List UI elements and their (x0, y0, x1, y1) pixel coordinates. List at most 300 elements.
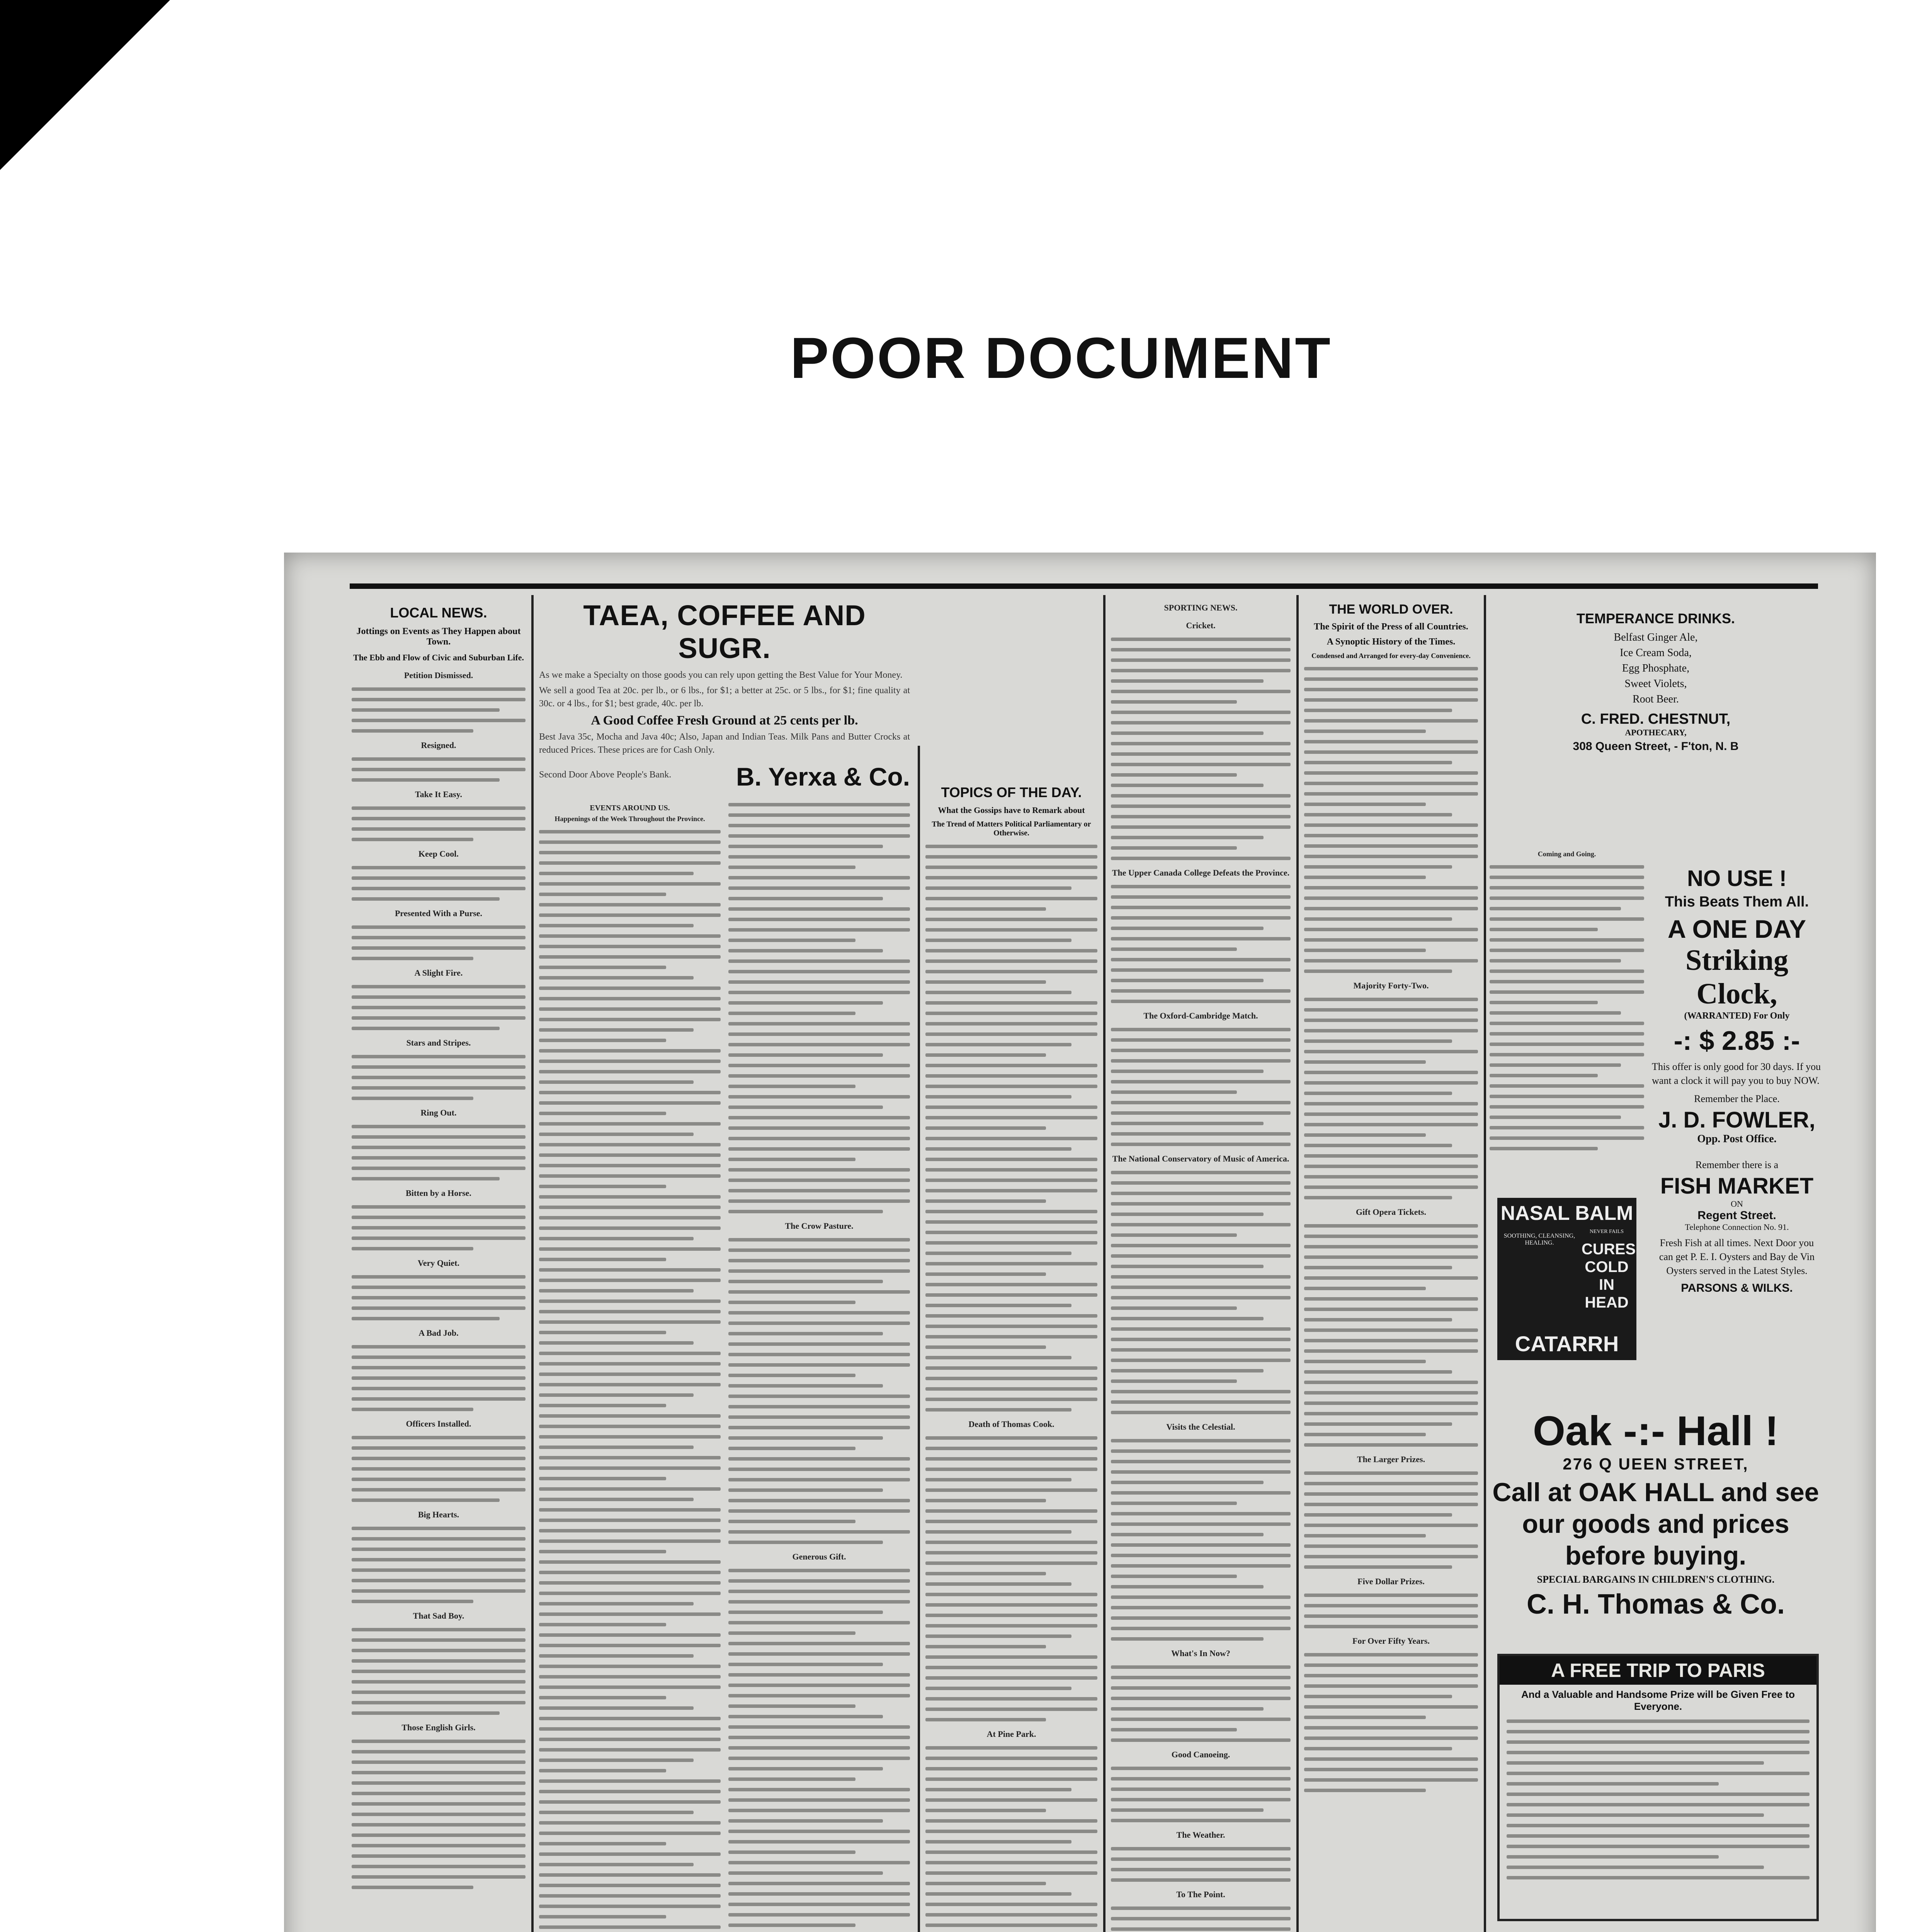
local-news-heading: Petition Dismissed. (404, 670, 473, 680)
text-line (925, 1366, 1097, 1370)
text-line (1304, 1381, 1478, 1384)
text-line (925, 1509, 1097, 1513)
text-line (728, 1116, 910, 1119)
text-line (728, 1374, 855, 1377)
text-line (925, 1850, 1097, 1854)
text-line (1304, 998, 1478, 1001)
top-rule (350, 583, 1818, 589)
text-line (539, 1007, 721, 1011)
text-line (1507, 1866, 1764, 1869)
text-line (925, 1032, 1097, 1036)
text-line (728, 1012, 855, 1015)
text-line (1304, 1019, 1478, 1022)
nasal-balm-side: NEVER FAILS (1589, 1229, 1624, 1235)
text-line (1111, 1718, 1291, 1721)
text-line (539, 1164, 721, 1167)
text-line (539, 1706, 694, 1710)
text-line (925, 1746, 1097, 1750)
text-line (925, 1541, 1097, 1544)
text-line (728, 1022, 910, 1026)
world-heading: The Larger Prizes. (1357, 1454, 1425, 1464)
text-line (925, 1655, 1097, 1659)
text-line (539, 1498, 694, 1501)
text-line (1111, 1777, 1291, 1781)
text-line (1304, 1653, 1478, 1656)
text-line (925, 1356, 1071, 1359)
text-line (1111, 679, 1264, 683)
text-line (1111, 1296, 1291, 1299)
text-line (1111, 1000, 1291, 1003)
text-line (1111, 1028, 1291, 1031)
text-line (925, 980, 1046, 984)
column-rule (1103, 595, 1105, 1932)
text-line (728, 1353, 910, 1356)
text-line (1111, 1575, 1237, 1578)
text-line (539, 1571, 721, 1574)
text-line (539, 1769, 666, 1772)
text-line (728, 1189, 910, 1192)
text-line (925, 1436, 1097, 1440)
text-line (728, 1509, 910, 1513)
text-line (925, 1325, 1097, 1328)
text-line (925, 1830, 1097, 1833)
text-line (728, 1053, 883, 1057)
text-line (728, 1179, 910, 1182)
text-line (728, 845, 883, 848)
text-line (1490, 959, 1621, 963)
text-line (728, 1767, 883, 1770)
temperance-address: 308 Queen Street, - F'ton, N. B (1573, 740, 1739, 753)
text-line (1304, 1401, 1478, 1405)
text-line (925, 897, 1097, 900)
text-line (1111, 968, 1291, 972)
text-line (1111, 1049, 1291, 1052)
text-line (1111, 763, 1291, 766)
sporting-heading: The National Conservatory of Music of America. (1112, 1154, 1289, 1163)
text-line (925, 1022, 1097, 1026)
text-line (728, 1095, 910, 1099)
text-line (925, 1892, 1071, 1896)
text-line (1304, 1513, 1452, 1517)
text-line (1111, 1481, 1264, 1484)
text-line (728, 1913, 910, 1917)
text-line (1111, 1878, 1291, 1882)
tea-ad-title: TAEA, COFFEE AND SUGR. (583, 599, 866, 664)
text-line (925, 876, 1097, 879)
text-line (1304, 1185, 1478, 1189)
text-line (728, 886, 910, 890)
text-line (925, 1252, 1071, 1255)
text-line (925, 1861, 1097, 1864)
tea-coffee-ad (539, 591, 910, 791)
text-line (539, 1331, 666, 1334)
topics-subtitle-2: The Trend of Matters Political Parliamentary or Otherwise. (932, 820, 1091, 837)
text-line (728, 1074, 910, 1078)
text-line (1304, 1071, 1478, 1074)
tea-ad-address: Second Door Above People's Bank. (539, 770, 672, 780)
text-line (539, 1310, 721, 1313)
text-line (1304, 1565, 1452, 1569)
text-line (728, 970, 910, 973)
topics-heading: Death of Thomas Cook. (968, 1419, 1054, 1429)
text-line (925, 1499, 1046, 1502)
text-line (728, 1777, 855, 1781)
world-heading: Gift Opera Tickets. (1356, 1207, 1426, 1217)
text-line (1304, 677, 1478, 681)
text-line (925, 1624, 1097, 1628)
events-subtitle: Happenings of the Week Throughout the Province. (554, 815, 705, 823)
text-line (925, 1314, 1097, 1318)
text-line (1111, 700, 1237, 704)
text-line (1111, 784, 1264, 787)
text-line (728, 1085, 855, 1088)
text-line (539, 1446, 694, 1449)
text-line (728, 1290, 910, 1294)
text-line (1507, 1834, 1810, 1838)
fish-title: FISH MARKET (1660, 1173, 1814, 1199)
text-line (1304, 1050, 1478, 1053)
text-line (539, 1206, 721, 1209)
local-news-subtitle-2: The Ebb and Flow of Civic and Suburban Life. (353, 653, 524, 662)
text-line (1304, 1594, 1478, 1597)
sporting-heading: The Oxford-Cambridge Match. (1143, 1011, 1258, 1020)
text-line (539, 1519, 721, 1522)
text-line (539, 1915, 666, 1918)
text-line (728, 1590, 910, 1593)
text-line (1111, 1317, 1264, 1320)
text-line (539, 1665, 721, 1668)
text-line (539, 840, 721, 844)
text-line (728, 1871, 883, 1875)
text-line (1490, 896, 1644, 900)
text-line (728, 1652, 910, 1656)
text-line (539, 1289, 694, 1293)
text-line (1111, 1369, 1264, 1372)
text-line (1304, 1747, 1452, 1750)
text-line (728, 1725, 910, 1729)
text-line (1111, 1143, 1291, 1146)
text-line (539, 1894, 721, 1898)
text-line (1304, 1503, 1478, 1506)
text-line (1111, 1171, 1291, 1174)
text-line (539, 1529, 721, 1532)
text-line (728, 1746, 910, 1750)
text-line (925, 1561, 1097, 1565)
text-line (728, 939, 855, 942)
text-line (728, 1840, 910, 1844)
text-line (539, 1685, 721, 1689)
fish-tel: Telephone Connection No. 91. (1685, 1222, 1789, 1232)
text-line (539, 1884, 721, 1887)
text-line (1507, 1803, 1810, 1806)
text-line (925, 991, 1071, 994)
text-line (539, 1133, 694, 1136)
fish-market-ad (1652, 1159, 1822, 1295)
text-line (1111, 1906, 1291, 1910)
text-line (925, 1697, 1097, 1701)
text-line (1304, 1443, 1478, 1447)
sporting-heading: The Weather. (1176, 1830, 1225, 1840)
text-line (728, 803, 910, 806)
text-line (728, 918, 910, 921)
text-line (728, 1861, 910, 1864)
text-line (728, 1395, 910, 1398)
text-line (1111, 846, 1237, 850)
text-line (728, 928, 910, 932)
text-line (539, 1425, 721, 1428)
text-line (1304, 1391, 1478, 1395)
local-news-heading: Officers Installed. (406, 1419, 471, 1429)
text-line (925, 845, 1097, 848)
text-line (539, 1143, 721, 1146)
text-line (539, 945, 721, 948)
text-line (728, 1436, 883, 1440)
text-line (1304, 1534, 1426, 1537)
text-line (539, 1216, 721, 1219)
text-line (1304, 761, 1452, 764)
text-line (728, 980, 910, 984)
text-line (1490, 1053, 1644, 1056)
text-line (728, 1457, 910, 1461)
text-line (1304, 1544, 1478, 1548)
text-line (728, 1210, 883, 1213)
text-line (1111, 1080, 1291, 1083)
text-line (925, 1105, 1097, 1109)
text-line (1111, 1470, 1291, 1474)
text-line (1507, 1761, 1764, 1765)
text-line (925, 1283, 1097, 1286)
text-line (925, 970, 1097, 973)
text-line (1304, 698, 1478, 702)
clock-loc: Opp. Post Office. (1697, 1133, 1777, 1145)
text-line (1111, 1665, 1291, 1669)
local-news-heading: Keep Cool. (418, 849, 459, 859)
text-line (925, 1064, 1097, 1067)
text-line (728, 1468, 910, 1471)
text-line (1111, 958, 1291, 961)
text-line (1111, 989, 1291, 993)
text-line (1111, 815, 1291, 818)
text-line (1304, 1684, 1478, 1688)
text-line (1111, 1449, 1291, 1453)
text-line (728, 907, 910, 911)
text-line (728, 1757, 910, 1760)
text-line (539, 913, 721, 917)
text-line (1490, 1011, 1621, 1015)
text-line (728, 1238, 910, 1242)
text-line (1304, 1123, 1478, 1126)
text-line (1304, 1625, 1478, 1628)
text-line (925, 1923, 1097, 1927)
text-line (539, 1414, 721, 1418)
text-line (1304, 1165, 1478, 1168)
text-line (1490, 1147, 1598, 1150)
text-line (1490, 949, 1644, 952)
text-line (1111, 906, 1291, 909)
text-line (925, 1116, 1097, 1119)
local-news-column (352, 595, 526, 1896)
text-line (539, 1237, 694, 1240)
text-line (728, 1830, 910, 1833)
text-line (1111, 1460, 1291, 1463)
text-line (1111, 937, 1291, 940)
text-line (1304, 803, 1426, 806)
local-news-heading: Those English Girls. (401, 1723, 476, 1732)
temperance-role: APOTHECARY, (1625, 728, 1687, 737)
text-line (925, 1530, 1071, 1534)
clock-seller: J. D. FOWLER, (1658, 1107, 1815, 1133)
text-line (1490, 1001, 1598, 1004)
text-line (1490, 1105, 1644, 1109)
text-line (1507, 1772, 1810, 1775)
text-line (1304, 1297, 1478, 1301)
paris-title: A FREE TRIP TO PARIS (1500, 1656, 1816, 1685)
text-line (1111, 1554, 1291, 1557)
text-line (1111, 1543, 1291, 1547)
text-line (1304, 1349, 1478, 1353)
topics-title: TOPICS OF THE DAY. (941, 784, 1082, 800)
text-line (925, 1241, 1097, 1245)
text-line (1304, 688, 1478, 691)
text-line (539, 1383, 721, 1386)
text-line (728, 1611, 883, 1614)
text-line (1111, 1181, 1291, 1185)
text-line (925, 1335, 1097, 1338)
text-line (539, 1466, 721, 1470)
text-line (1111, 1533, 1264, 1536)
text-line (1490, 990, 1644, 994)
text-line (1111, 1564, 1291, 1568)
text-line (728, 1280, 883, 1283)
text-line (1111, 1798, 1291, 1801)
text-line (728, 1673, 910, 1677)
text-line (728, 813, 910, 817)
column-rule (918, 746, 920, 1932)
text-line (1490, 865, 1644, 869)
text-line (1304, 896, 1478, 900)
text-line (1304, 1674, 1478, 1677)
text-line (1490, 980, 1644, 983)
text-line (1111, 1306, 1237, 1310)
text-line (925, 1676, 1097, 1680)
text-line (728, 1882, 910, 1885)
topics-column (925, 784, 1097, 1932)
text-line (539, 1675, 721, 1679)
scan-corner-top-left (0, 0, 170, 170)
text-line (728, 834, 910, 838)
text-line (539, 1341, 694, 1345)
text-line (1304, 823, 1478, 827)
text-line (925, 1468, 1097, 1471)
text-line (1111, 1390, 1291, 1393)
text-line (728, 1105, 883, 1109)
text-line (925, 1293, 1097, 1297)
sporting-heading: Cricket. (1186, 621, 1216, 630)
text-line (728, 1043, 910, 1046)
text-line (1507, 1740, 1810, 1744)
text-line (728, 1137, 910, 1140)
text-line (925, 1634, 1071, 1638)
text-line (1111, 1132, 1291, 1136)
local-news-title: LOCAL NEWS. (390, 605, 487, 621)
text-line (1304, 1144, 1452, 1147)
text-line (539, 1039, 666, 1042)
text-line (539, 986, 721, 990)
tea-ad-lead: As we make a Specialty on those goods you can rely upon getting the Best Value for Your Money. (539, 670, 903, 680)
text-line (1304, 1433, 1426, 1436)
paris-sub: And a Valuable and Handsome Prize will be Given Free to Everyone. (1521, 1689, 1795, 1712)
text-line (1304, 1471, 1478, 1475)
column-rule (531, 595, 534, 1932)
text-line (1304, 865, 1452, 869)
text-line (925, 1551, 1097, 1554)
text-line (728, 1321, 910, 1325)
text-line (539, 934, 721, 938)
text-line (925, 1408, 1071, 1412)
text-line (728, 1259, 910, 1262)
text-line (728, 1248, 910, 1252)
text-line (925, 1074, 1097, 1078)
local-news-heading: A Slight Fire. (414, 968, 463, 978)
text-line (925, 1168, 1097, 1172)
text-line (539, 1174, 721, 1178)
text-line (925, 1840, 1071, 1844)
text-line (539, 1028, 694, 1032)
text-line (925, 1398, 1097, 1401)
text-line (925, 959, 1097, 963)
events-column (539, 796, 910, 1932)
text-line (728, 1311, 910, 1315)
text-line (1111, 1265, 1264, 1268)
text-line (539, 1352, 721, 1355)
text-line (728, 1064, 910, 1067)
text-line (728, 1704, 855, 1708)
text-line (539, 1320, 721, 1324)
text-line (1111, 979, 1264, 982)
text-line (1490, 1136, 1644, 1140)
text-line (1111, 1616, 1291, 1620)
text-line (1111, 1686, 1291, 1690)
text-line (539, 1018, 721, 1021)
text-line (1111, 1254, 1291, 1258)
text-line (728, 1600, 910, 1604)
text-line (925, 1262, 1097, 1265)
text-line (728, 1684, 910, 1687)
text-line (925, 1220, 1097, 1224)
text-line (728, 1147, 910, 1151)
text-line (1507, 1824, 1810, 1827)
sporting-heading: The Upper Canada College Defeats the Province. (1112, 868, 1290, 878)
text-line (728, 1488, 883, 1492)
text-line (1304, 1092, 1452, 1095)
text-line (1507, 1751, 1810, 1754)
text-line (925, 1199, 1046, 1203)
sporting-title: SPORTING NEWS. (1164, 603, 1238, 612)
text-line (728, 855, 910, 859)
events-title: EVENTS AROUND US. (590, 804, 670, 812)
text-line (1111, 1348, 1291, 1352)
text-line (925, 1882, 1046, 1885)
text-line (1111, 794, 1291, 798)
text-line (1304, 1175, 1478, 1179)
text-line (925, 1603, 1097, 1607)
text-line (539, 1456, 721, 1459)
text-line (1111, 638, 1291, 641)
text-line (925, 866, 1097, 869)
text-line (1304, 1726, 1478, 1730)
nasal-balm-cures: CURES COLD IN HEAD (1582, 1241, 1636, 1311)
text-line (1304, 949, 1426, 952)
